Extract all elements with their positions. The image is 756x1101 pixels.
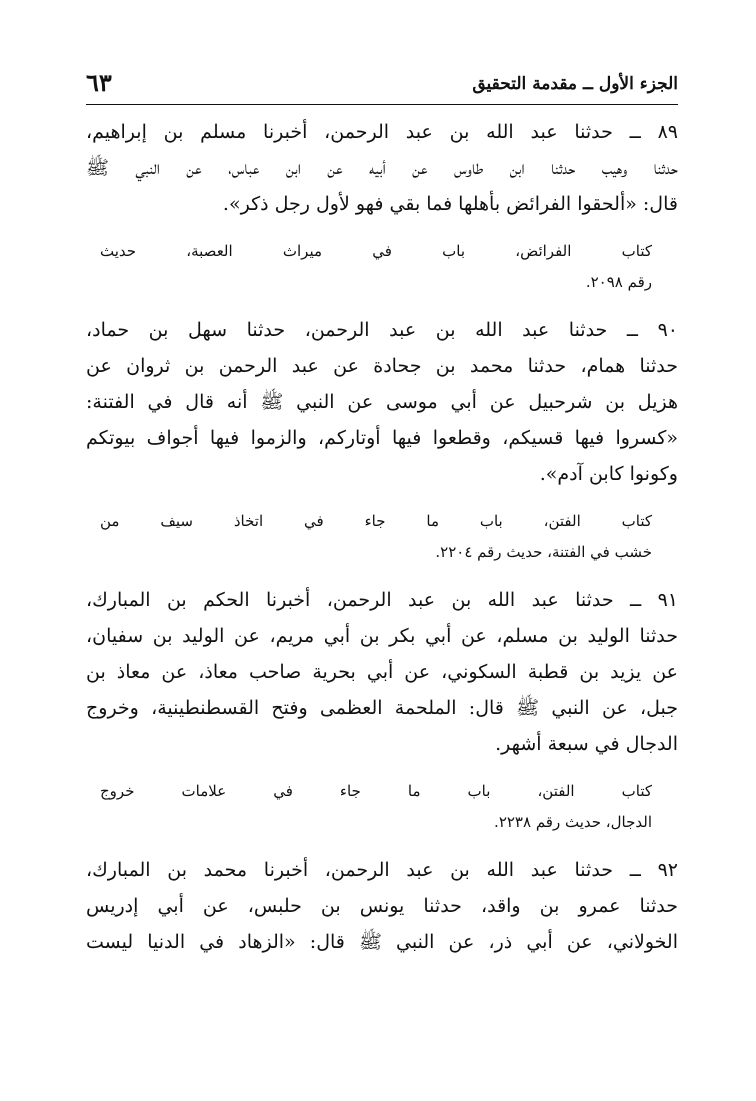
spacer bbox=[86, 492, 678, 506]
hadith-line: الخولاني، عن أبي ذر، عن النبي ﷺ قال: «الزهاد في الدنيا ليست bbox=[86, 931, 678, 953]
page-header bbox=[86, 64, 678, 104]
hadith-91 bbox=[86, 582, 678, 762]
hadith-line: ٩١ ــ حدثنا عبد الله بن عبد الرحمن، أخبرنا الحكم بن المبارك، bbox=[86, 589, 678, 611]
hadith-89 bbox=[86, 114, 678, 222]
hadith-92 bbox=[86, 852, 678, 960]
hadith-line: عن يزيد بن قطبة السكوني، عن أبي بحرية صاحب معاذ، عن معاذ بن bbox=[86, 661, 678, 683]
hadith-line: حدثنا عمرو بن واقد، حدثنا يونس بن حلبس، عن أبي إدريس bbox=[86, 895, 678, 917]
header-rule bbox=[86, 104, 678, 105]
hadith-line: قال: «ألحقوا الفرائض بأهلها فما بقي فهو لأول رجل ذكر». bbox=[222, 193, 678, 215]
hadith-line: حدثنا همام، حدثنا محمد بن جحادة عن عبد الرحمن بن ثروان عن bbox=[86, 355, 678, 377]
reference-line: كتاب الفتن، باب ما جاء في اتخاذ سيف من bbox=[100, 512, 652, 530]
hadith-line: الدجال في سبعة أشهر. bbox=[495, 733, 678, 755]
spacer bbox=[86, 222, 678, 236]
reference-89 bbox=[86, 236, 678, 298]
hadith-90 bbox=[86, 312, 678, 492]
page-number: ٦٣ bbox=[86, 68, 112, 97]
page-body bbox=[86, 114, 678, 960]
hadith-line: «كسروا فيها قسيكم، وقطعوا فيها أوتاركم، والزموا فيها أجواف بيوتكم bbox=[86, 427, 678, 449]
reference-90 bbox=[86, 506, 678, 568]
hadith-line: جبل، عن النبي ﷺ قال: الملحمة العظمى وفتح القسطنطينية، وخروج bbox=[86, 697, 678, 719]
spacer bbox=[86, 762, 678, 776]
hadith-line: وكونوا كابن آدم». bbox=[539, 463, 678, 485]
spacer bbox=[86, 568, 678, 582]
hadith-line: ٩٢ ــ حدثنا عبد الله بن عبد الرحمن، أخبرنا محمد بن المبارك، bbox=[86, 859, 678, 881]
reference-line: خشب في الفتنة، حديث رقم ٢٢٠٤. bbox=[435, 543, 652, 561]
reference-line: رقم ٢٠٩٨. bbox=[585, 273, 652, 291]
hadith-line: ٩٠ ــ حدثنا عبد الله بن عبد الرحمن، حدثنا سهل بن حماد، bbox=[86, 319, 678, 341]
hadith-line: هزيل بن شرحبيل عن أبي موسى عن النبي ﷺ أنه قال في الفتنة: bbox=[86, 391, 678, 413]
reference-line: الدجال، حديث رقم ٢٢٣٨. bbox=[494, 813, 652, 831]
reference-line: كتاب الفرائض، باب في ميراث العصبة، حديث bbox=[100, 242, 652, 260]
reference-91 bbox=[86, 776, 678, 838]
hadith-line: حدثنا الوليد بن مسلم، عن أبي بكر بن أبي مريم، عن الوليد بن سفيان، bbox=[86, 625, 678, 647]
spacer bbox=[86, 838, 678, 852]
hadith-line: حدثنا وهيب حدثنا ابن طاوس عن أبيه عن ابن عباس، عن النبي ﷺ bbox=[86, 157, 678, 179]
hadith-line: ٨٩ ــ حدثنا عبد الله بن عبد الرحمن، أخبرنا مسلم بن إبراهيم، bbox=[86, 121, 678, 143]
running-head: الجزء الأول ــ مقدمة التحقيق bbox=[472, 74, 678, 94]
spacer bbox=[86, 298, 678, 312]
reference-line: كتاب الفتن، باب ما جاء في علامات خروج bbox=[100, 782, 652, 800]
